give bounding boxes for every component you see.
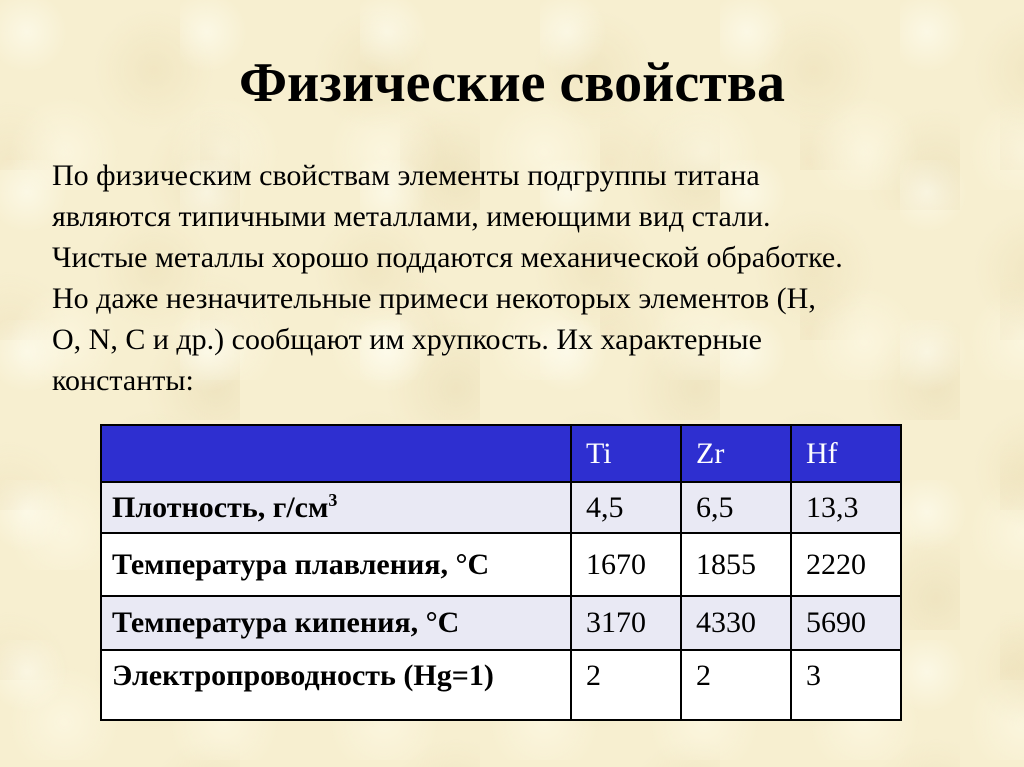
table-row-boiling-point: [101, 596, 901, 650]
row-label-text: Плотность, г/см: [112, 490, 329, 524]
table-cell: 3: [791, 650, 901, 720]
table-header-ti: Ti: [571, 425, 681, 482]
table-cell: 3170: [571, 596, 681, 650]
row-label-melting-point: Температура плавления, °С: [101, 533, 571, 596]
table-header-corner: [101, 425, 571, 482]
table-cell: 4,5: [571, 482, 681, 533]
table-cell: 2: [571, 650, 681, 720]
table-cell: 5690: [791, 596, 901, 650]
paragraph-line: Чистые металлы хорошо поддаются механической обработке.: [52, 241, 843, 274]
table-cell: 1855: [681, 533, 791, 596]
table-header-row: [101, 425, 901, 482]
row-label-density: [101, 482, 571, 533]
paragraph-line: Но даже незначительные примеси некоторых элементов (H,: [52, 282, 816, 315]
table-row-melting-point: [101, 533, 901, 596]
row-label-boiling-point: Температура кипения, °С: [101, 596, 571, 650]
paragraph-line: O, N, C и др.) сообщают им хрупкость. Их характерные: [52, 323, 762, 356]
paragraph-line: По физическим свойствам элементы подгруппы титана: [52, 159, 760, 192]
table-cell: 13,3: [791, 482, 901, 533]
table-cell: 2: [681, 650, 791, 720]
table-row-density: [101, 482, 901, 533]
table-header-hf: Hf: [791, 425, 901, 482]
slide-title: Физические свойства: [238, 52, 786, 114]
properties-table: [100, 424, 902, 721]
paragraph-line: константы:: [52, 364, 194, 397]
intro-paragraph: [52, 155, 982, 401]
table-row-conductivity: [101, 650, 901, 720]
paragraph-line: являются типичными металлами, имеющими вид стали.: [52, 200, 771, 233]
superscript: 3: [328, 489, 338, 510]
table-header-zr: Zr: [681, 425, 791, 482]
table-cell: 2220: [791, 533, 901, 596]
row-label-conductivity: Электропроводность (Hg=1): [101, 650, 571, 720]
table-cell: 4330: [681, 596, 791, 650]
table-cell: 1670: [571, 533, 681, 596]
table-cell: 6,5: [681, 482, 791, 533]
